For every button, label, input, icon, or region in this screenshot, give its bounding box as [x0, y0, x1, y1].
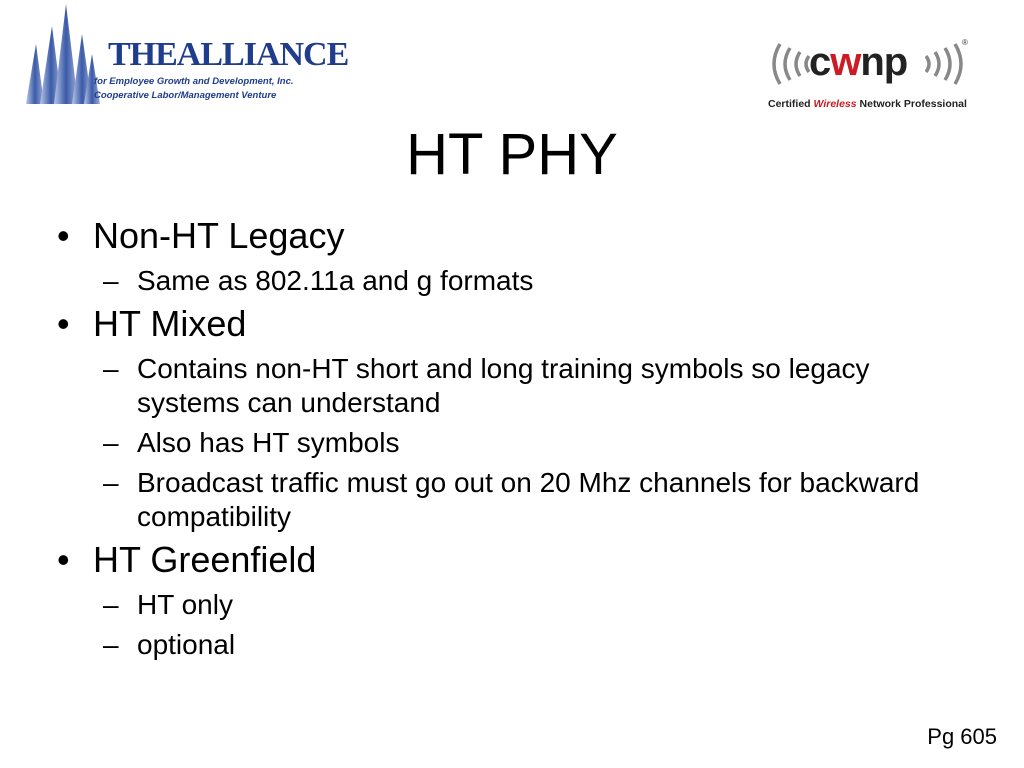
- spires-icon: [22, 4, 102, 108]
- signal-waves-right-icon: [925, 40, 969, 88]
- bullet-text: HT Greenfield: [93, 539, 317, 580]
- sub-bullet-item: [55, 426, 955, 460]
- tagline-end: Network Professional: [856, 98, 967, 110]
- sub-bullet-text: Same as 802.11a and g formats: [137, 265, 534, 296]
- bullet-text: Non-HT Legacy: [93, 215, 345, 256]
- dash-marker: –: [103, 589, 119, 620]
- cwnp-wordmark: [809, 42, 907, 82]
- alliance-tagline: Cooperative Labor/Management Venture: [94, 90, 277, 101]
- cwnp-logo: [762, 36, 978, 116]
- sub-bullet-item: [55, 628, 955, 662]
- tagline-start: Certified: [768, 98, 814, 110]
- page-number: Pg 605: [927, 724, 997, 749]
- alliance-wordmark: THEALLIANCE: [108, 36, 349, 73]
- sub-bullet-item: [55, 264, 955, 298]
- tagline-accent: Wireless: [813, 98, 857, 110]
- bullet-text: HT Mixed: [93, 303, 247, 344]
- sub-bullet-text: HT only: [137, 589, 233, 620]
- bullet-item: [55, 538, 955, 582]
- alliance-subtitle: for Employee Growth and Development, Inc.: [94, 76, 294, 87]
- sub-bullet-text: Broadcast traffic must go out on 20 Mhz channels for backward compatibility: [137, 467, 920, 532]
- bullet-list: [55, 210, 955, 662]
- dash-marker: –: [103, 265, 119, 296]
- sub-bullet-item: [55, 588, 955, 622]
- bullet-marker: •: [57, 215, 70, 256]
- sub-bullet-item: [55, 466, 955, 534]
- bullet-marker: •: [57, 303, 70, 344]
- sub-bullet-text: Contains non-HT short and long training symbols so legacy systems can understand: [137, 353, 870, 418]
- cwnp-tagline: [768, 98, 967, 110]
- dash-marker: –: [103, 427, 119, 458]
- cwnp-suffix: np: [860, 40, 908, 84]
- signal-waves-left-icon: [766, 40, 810, 88]
- slide-title: HT PHY: [406, 122, 618, 187]
- bullet-marker: •: [57, 539, 70, 580]
- registered-mark: ®: [962, 38, 968, 47]
- bullet-item: [55, 214, 955, 258]
- cwnp-accent: w: [830, 40, 861, 84]
- sub-bullet-item: [55, 352, 955, 420]
- sub-bullet-text: optional: [137, 629, 236, 660]
- dash-marker: –: [103, 353, 119, 384]
- alliance-logo: [22, 4, 349, 108]
- dash-marker: –: [103, 467, 119, 498]
- bullet-item: [55, 302, 955, 346]
- dash-marker: –: [103, 629, 119, 660]
- sub-bullet-text: Also has HT symbols: [137, 427, 400, 458]
- cwnp-prefix: c: [809, 40, 831, 84]
